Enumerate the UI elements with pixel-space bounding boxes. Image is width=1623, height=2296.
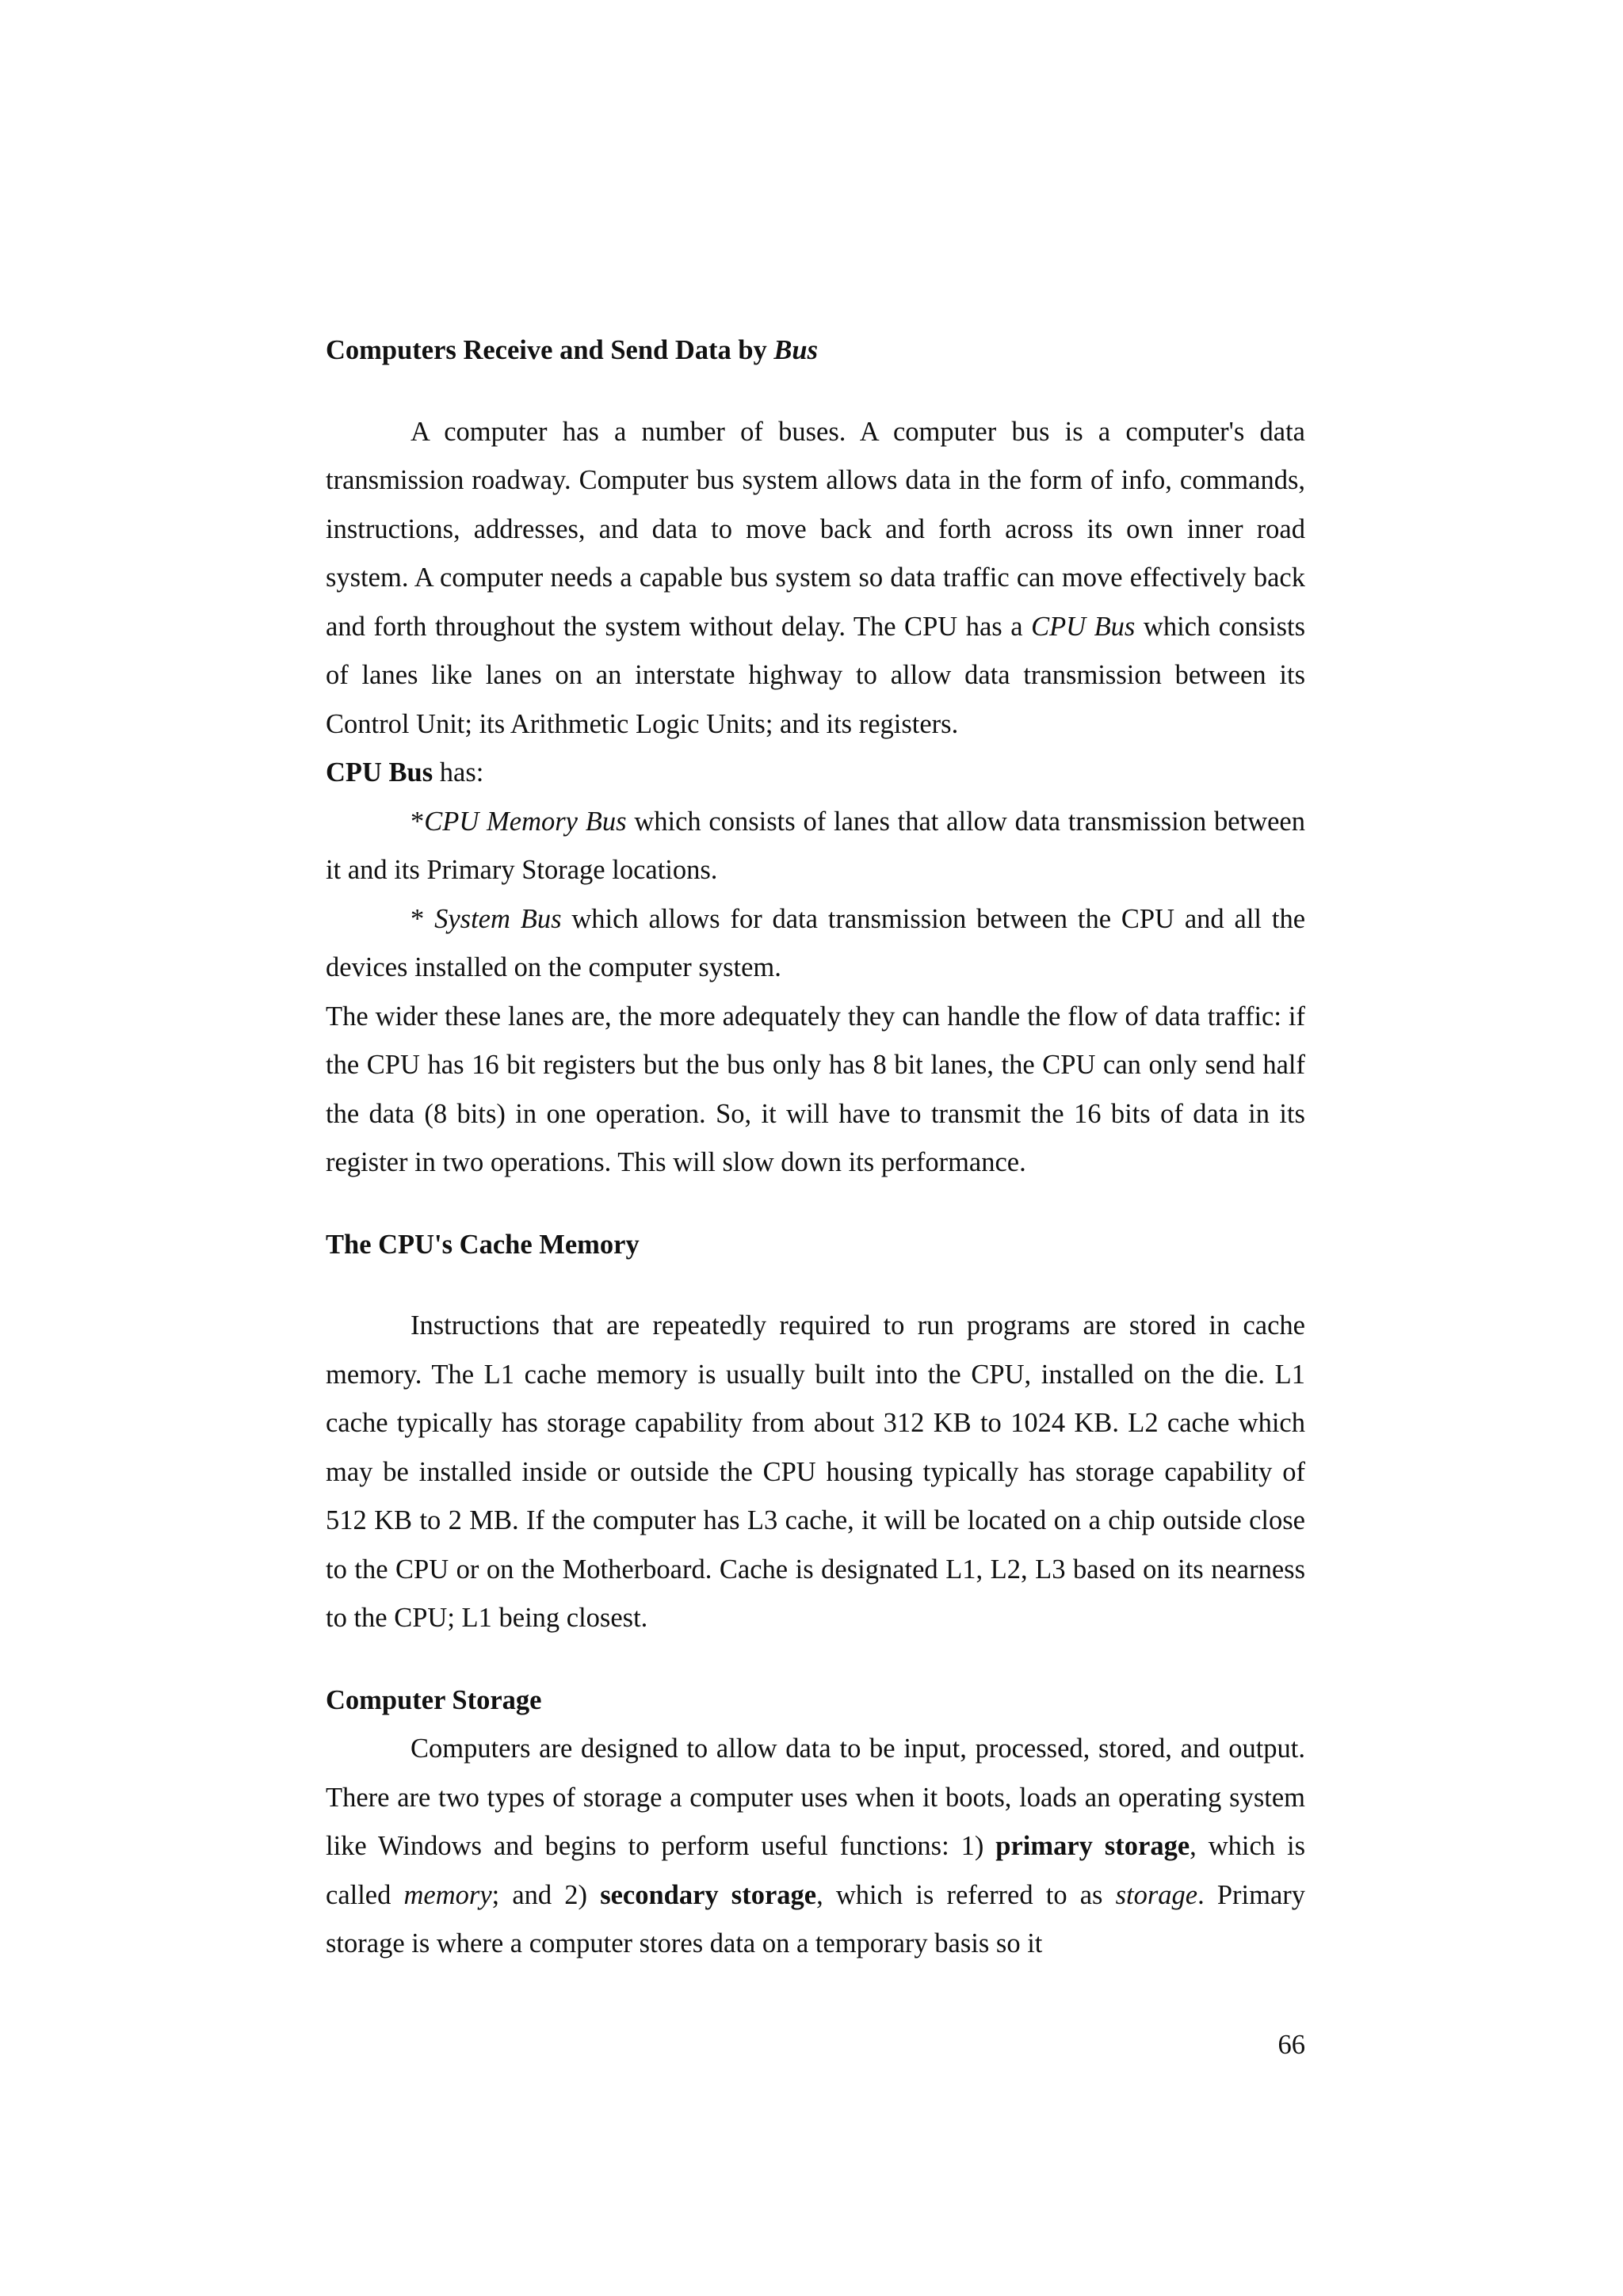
italic-run: storage (1115, 1879, 1198, 1910)
italic-run: CPU Memory Bus (424, 806, 627, 837)
cache-paragraph: Instructions that are repeatedly required to run programs are stored in cache memory. The L1 cache memory is usually built into the CPU, installed on the die. L1 cache typically has storage capability from about 312 KB to 1024 KB. L2 cache which may be installed inside or outside the CPU housing typically has storage capability of 512 KB to 2 MB. If the computer has L3 cache, it will be located on a chip outside close to the CPU or on the Motherboard. Cache is designated L1, L2, L3 based on its nearness to the CPU; L1 being closest. (326, 1310, 1305, 1633)
text-run: ; and 2) (491, 1879, 601, 1910)
spacer (326, 1269, 1305, 1302)
page-content (326, 326, 1305, 1969)
spacer (326, 1643, 1305, 1676)
bus-paragraph-2: The wider these lanes are, the more adequately they can handle the flow of data traffic: if the CPU has 16 bit registers but the bus only has 8 bit lanes, the CPU can only send half the data (8 bits) in one operation. So, it will have to transmit the 16 bits of data in its register in two operations. This will slow down its performance. (326, 1001, 1305, 1177)
section-heading-cache: The CPU's Cache Memory (326, 1229, 640, 1260)
italic-run: System Bus (434, 903, 562, 934)
text-run: Computers are designed to allow data to be input, processed, stored, and output. There are two types of storage a computer uses when it boots, loads an operating system like Windows and begins to perform useful functions: 1) (326, 1733, 1305, 1861)
text-run: which consists of lanes like lanes on an interstate highway to allow data transmission between its Control Unit; its Arithmetic Logic Units; and its registers. (326, 611, 1306, 739)
bus-paragraph-1 (326, 408, 1305, 749)
italic-run: CPU Bus (1031, 611, 1136, 642)
heading-italic-text: Bus (773, 335, 819, 365)
text-run: which consists of lanes that allow data transmission between it and its Primary Storage locations. (326, 806, 1305, 885)
bold-run: secondary storage (600, 1879, 817, 1910)
cpu-bus-has-line (326, 749, 1305, 798)
page-number: 66 (1277, 2030, 1305, 2060)
text-run: . Primary storage is where a computer stores data on a temporary basis so it (326, 1879, 1306, 1958)
text-run: has: (433, 757, 484, 788)
bus-list-item-2 (326, 895, 1305, 993)
bold-run: CPU Bus (326, 757, 433, 788)
spacer (326, 376, 1305, 408)
bus-list-item-1 (326, 798, 1305, 895)
section-heading-storage: Computer Storage (326, 1684, 542, 1715)
text-run: A computer has a number of buses. A computer bus is a computer's data transmission roadway. Computer bus system allows data in the form of info, commands, instructions, addresses, and data to move back and forth across its own inner road system. A computer needs a capable bus system so data traffic can move effectively back and forth throughout the system without delay. The CPU has a (326, 416, 1305, 642)
text-run: , which is referred to as (816, 1879, 1116, 1910)
heading-text: Computers Receive and Send Data by (326, 335, 774, 365)
bold-run: primary storage (995, 1831, 1190, 1861)
storage-paragraph (326, 1725, 1305, 1969)
section-heading-bus (326, 326, 1305, 376)
text-run: which allows for data transmission between the CPU and all the devices installed on the computer system. (326, 903, 1306, 982)
bullet-prefix: * (411, 806, 425, 837)
bullet-prefix: * (411, 903, 435, 934)
text-run: , which is called (326, 1831, 1305, 1910)
spacer (326, 1188, 1305, 1221)
italic-run: memory (403, 1879, 492, 1910)
